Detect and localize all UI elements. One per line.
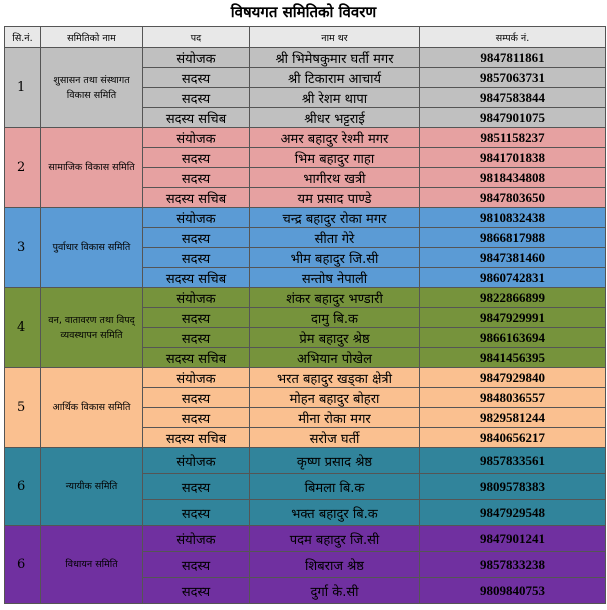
- member-name: सीता गेरे: [250, 228, 420, 248]
- committee-name: न्यायीक समिति: [41, 448, 143, 526]
- member-name: मोहन बहादुर बोहरा: [250, 388, 420, 408]
- member-phone: 9810832438: [420, 208, 606, 228]
- committee-name: वन, वातावरण तथा विपद् व्यवस्थापन समिति: [41, 288, 143, 368]
- member-phone: 9822866899: [420, 288, 606, 308]
- member-phone: 9841701838: [420, 148, 606, 168]
- member-name: भागीरथ खत्री: [250, 168, 420, 188]
- member-post: सदस्य: [143, 578, 250, 604]
- header-name: नाम थर: [250, 27, 420, 48]
- header-row: [5, 27, 606, 48]
- member-phone: 9847381460: [420, 248, 606, 268]
- table-row: [5, 128, 606, 148]
- committee-name: पुर्वाधार विकास समिति: [41, 208, 143, 288]
- member-name: भक्त बहादुर बि.क: [250, 500, 420, 526]
- member-phone: 9860742831: [420, 268, 606, 288]
- table-row: [5, 208, 606, 228]
- member-post: संयोजक: [143, 48, 250, 68]
- member-phone: 9847929840: [420, 368, 606, 388]
- committee-name: विधायन समिति: [41, 526, 143, 604]
- committee-name: आर्थिक विकास समिति: [41, 368, 143, 448]
- member-post: सदस्य सचिब: [143, 348, 250, 368]
- page-title: विषयगत समितिको विवरण: [230, 3, 377, 21]
- member-post: सदस्य: [143, 474, 250, 500]
- member-name: अमर बहादुर रेश्मी मगर: [250, 128, 420, 148]
- member-post: सदस्य सचिब: [143, 428, 250, 448]
- member-name: भरत बहादुर खड्का क्षेत्री: [250, 368, 420, 388]
- member-phone: 9866163694: [420, 328, 606, 348]
- member-name: सरोज घर्ती: [250, 428, 420, 448]
- table-row: [5, 448, 606, 474]
- member-name: भिम बहादुर गाहा: [250, 148, 420, 168]
- member-name: मीना रोका मगर: [250, 408, 420, 428]
- header-committee: समितिको नाम: [41, 27, 143, 48]
- committee-name: शुसासन तथा संस्थागत विकास समिति: [41, 48, 143, 128]
- member-name: श्री रेशम थापा: [250, 88, 420, 108]
- member-post: संयोजक: [143, 208, 250, 228]
- member-phone: 9847901075: [420, 108, 606, 128]
- committee-serial: 3: [5, 208, 41, 288]
- member-post: सदस्य: [143, 228, 250, 248]
- member-phone: 9857833238: [420, 552, 606, 578]
- member-post: संयोजक: [143, 368, 250, 388]
- member-post: सदस्य सचिब: [143, 188, 250, 208]
- member-post: सदस्य: [143, 248, 250, 268]
- member-phone: 9847901241: [420, 526, 606, 552]
- member-name: श्री भिमेषकुमार घर्ती मगर: [250, 48, 420, 68]
- member-name: श्री टिकाराम आचार्य: [250, 68, 420, 88]
- member-name: दुर्गा के.सी: [250, 578, 420, 604]
- member-post: सदस्य: [143, 88, 250, 108]
- committee-serial: 2: [5, 128, 41, 208]
- member-phone: 9847811861: [420, 48, 606, 68]
- member-post: सदस्य: [143, 168, 250, 188]
- member-name: भीम बहादुर जि.सी: [250, 248, 420, 268]
- committee-name: सामाजिक विकास समिति: [41, 128, 143, 208]
- member-post: सदस्य: [143, 500, 250, 526]
- table-body: [5, 48, 606, 604]
- member-post: सदस्य: [143, 408, 250, 428]
- member-post: संयोजक: [143, 526, 250, 552]
- member-name: चन्द्र बहादुर रोका मगर: [250, 208, 420, 228]
- member-phone: 9818434808: [420, 168, 606, 188]
- header-contact: सम्पर्क नं.: [420, 27, 606, 48]
- member-phone: 9840656217: [420, 428, 606, 448]
- member-name: अभियान पोखेल: [250, 348, 420, 368]
- member-phone: 9847803650: [420, 188, 606, 208]
- member-phone: 9829581244: [420, 408, 606, 428]
- member-name: शिबराज श्रेष्ठ: [250, 552, 420, 578]
- member-phone: 9841456395: [420, 348, 606, 368]
- member-post: सदस्य: [143, 308, 250, 328]
- member-name: श्रीधर भट्टराई: [250, 108, 420, 128]
- member-post: सदस्य: [143, 68, 250, 88]
- table-row: [5, 288, 606, 308]
- committee-serial: 4: [5, 288, 41, 368]
- committee-serial: 5: [5, 368, 41, 448]
- member-post: संयोजक: [143, 288, 250, 308]
- member-phone: 9866817988: [420, 228, 606, 248]
- member-name: बिमला बि.क: [250, 474, 420, 500]
- member-name: कृष्ण प्रसाद श्रेष्ठ: [250, 448, 420, 474]
- member-phone: 9809578383: [420, 474, 606, 500]
- member-name: शंकर बहादुर भण्डारी: [250, 288, 420, 308]
- member-phone: 9847929548: [420, 500, 606, 526]
- member-name: पदम बहादुर जि.सी: [250, 526, 420, 552]
- member-post: सदस्य: [143, 388, 250, 408]
- member-post: संयोजक: [143, 128, 250, 148]
- header-serial: सि.नं.: [5, 27, 41, 48]
- table-row: [5, 368, 606, 388]
- member-phone: 9857833561: [420, 448, 606, 474]
- table-row: [5, 526, 606, 552]
- committee-table: [4, 26, 606, 604]
- member-name: यम प्रसाद पाण्डे: [250, 188, 420, 208]
- member-phone: 9848036557: [420, 388, 606, 408]
- member-post: सदस्य सचिब: [143, 268, 250, 288]
- member-post: संयोजक: [143, 448, 250, 474]
- member-post: सदस्य सचिब: [143, 108, 250, 128]
- table-row: [5, 48, 606, 68]
- committee-serial: 6: [5, 526, 41, 604]
- member-phone: 9851158237: [420, 128, 606, 148]
- member-name: प्रेम बहादुर श्रेष्ठ: [250, 328, 420, 348]
- header-post: पद: [143, 27, 250, 48]
- member-phone: 9847929991: [420, 308, 606, 328]
- member-post: सदस्य: [143, 148, 250, 168]
- member-phone: 9847583844: [420, 88, 606, 108]
- member-phone: 9857063731: [420, 68, 606, 88]
- committee-serial: 1: [5, 48, 41, 128]
- member-phone: 9809840753: [420, 578, 606, 604]
- member-post: सदस्य: [143, 328, 250, 348]
- member-name: सन्तोष नेपाली: [250, 268, 420, 288]
- member-post: सदस्य: [143, 552, 250, 578]
- member-name: दामु बि.क: [250, 308, 420, 328]
- committee-serial: 6: [5, 448, 41, 526]
